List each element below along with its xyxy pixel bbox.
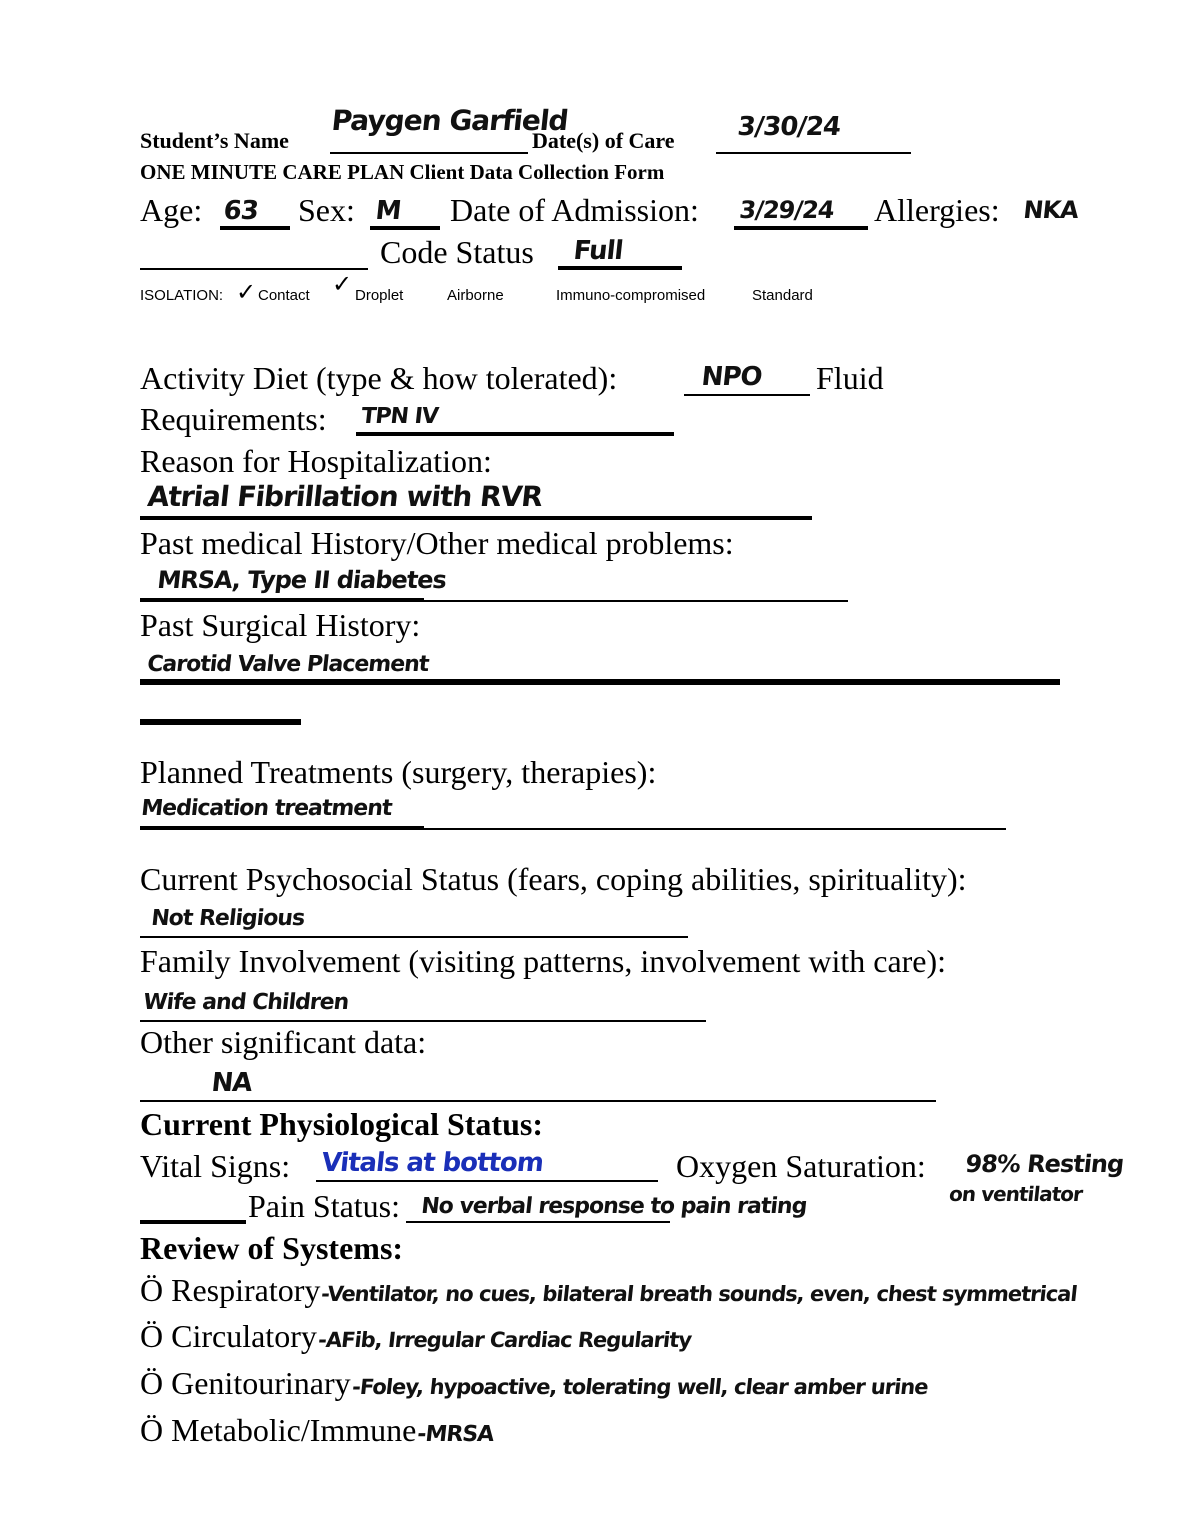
reason-value[interactable]: Atrial Fibrillation with RVR xyxy=(146,480,544,513)
planned-underline-thick xyxy=(140,826,424,830)
contact-check-icon: ✓ xyxy=(236,278,257,306)
psychosocial-value[interactable]: Not Religious xyxy=(150,906,306,931)
age-value[interactable]: 63 xyxy=(222,196,260,226)
ros-item-circulatory xyxy=(140,1318,693,1355)
ros-marker: Ö xyxy=(140,1365,164,1401)
ros-item-respiratory xyxy=(140,1272,1079,1309)
ros-label: Circulatory xyxy=(171,1318,317,1354)
family-underline xyxy=(140,1020,706,1022)
dates-underline xyxy=(716,152,911,154)
pmh-value[interactable]: MRSA, Type II diabetes xyxy=(156,566,448,594)
ros-marker: Ö xyxy=(140,1272,164,1308)
o2-value[interactable]: 98% Resting xyxy=(964,1150,1125,1178)
pain-blank-line xyxy=(140,1220,246,1224)
code-status-label: Code Status xyxy=(380,234,534,270)
sex-label: Sex: xyxy=(298,192,355,228)
activity-diet-label: Activity Diet (type & how tolerated): xyxy=(140,360,618,396)
o2-value-line2[interactable]: on ventilator xyxy=(948,1182,1084,1206)
other-label: Other significant data: xyxy=(140,1024,427,1060)
isolation-option-immuno[interactable]: Immuno-compromised xyxy=(556,287,706,304)
activity-diet-value[interactable]: NPO xyxy=(700,362,764,392)
ros-heading: Review of Systems: xyxy=(140,1230,404,1266)
ros-value[interactable]: -Foley, hypoactive, tolerating well, clear amber urine xyxy=(350,1375,929,1399)
planned-value[interactable]: Medication treatment xyxy=(140,796,393,821)
psh-value[interactable]: Carotid Valve Placement xyxy=(146,652,430,677)
family-label: Family Involvement (visiting patterns, involvement with care): xyxy=(140,943,947,979)
student-name-underline xyxy=(330,152,528,154)
physiological-heading: Current Physiological Status: xyxy=(140,1106,543,1142)
droplet-check-icon: ✓ xyxy=(332,270,353,298)
vitals-label: Vital Signs: xyxy=(140,1148,291,1184)
ros-item-metabolic xyxy=(140,1412,495,1449)
age-label: Age: xyxy=(140,192,203,228)
ros-value[interactable]: -MRSA xyxy=(416,1422,495,1447)
dates-of-care-label: Date(s) of Care xyxy=(532,128,675,153)
requirements-underline xyxy=(356,432,674,436)
ros-label: Genitourinary xyxy=(171,1365,351,1401)
other-underline xyxy=(140,1100,936,1102)
ros-label: Respiratory xyxy=(171,1272,321,1308)
allergies-label: Allergies: xyxy=(874,192,1000,228)
isolation-option-droplet[interactable]: Droplet xyxy=(355,287,404,304)
sex-underline xyxy=(370,226,440,230)
ros-marker: Ö xyxy=(140,1318,164,1354)
o2-label: Oxygen Saturation: xyxy=(676,1148,926,1184)
activity-underline xyxy=(684,394,810,396)
sex-value[interactable]: M xyxy=(374,196,403,226)
ros-label: Metabolic/Immune xyxy=(171,1412,417,1448)
student-name-label: Student’s Name xyxy=(140,128,289,153)
psh-underline xyxy=(140,679,1060,685)
pmh-underline-thick xyxy=(140,598,424,602)
requirements-label: Requirements: xyxy=(140,401,327,437)
isolation-option-standard[interactable]: Standard xyxy=(752,287,813,304)
isolation-option-airborne[interactable]: Airborne xyxy=(447,287,504,304)
pain-value[interactable]: No verbal response to pain rating xyxy=(420,1194,808,1219)
pain-underline xyxy=(406,1221,670,1223)
planned-label: Planned Treatments (surgery, therapies): xyxy=(140,754,657,790)
age-underline xyxy=(220,226,290,230)
form-title: ONE MINUTE CARE PLAN Client Data Collection Form xyxy=(140,160,665,184)
planned-underline xyxy=(424,828,1006,830)
other-value[interactable]: NA xyxy=(210,1068,254,1098)
isolation-option-contact[interactable]: Contact xyxy=(258,287,310,304)
fluid-label: Fluid xyxy=(816,360,884,396)
dates-of-care-value[interactable]: 3/30/24 xyxy=(736,112,842,142)
ros-value[interactable]: -AFib, Irregular Cardiac Regularity xyxy=(316,1328,693,1352)
isolation-label: ISOLATION: xyxy=(140,287,224,304)
admission-underline xyxy=(734,226,868,230)
vitals-value[interactable]: Vitals at bottom xyxy=(320,1148,545,1178)
psychosocial-underline xyxy=(140,936,688,938)
student-name-value[interactable]: Paygen Garfield xyxy=(330,104,570,137)
pmh-label: Past medical History/Other medical problems: xyxy=(140,525,734,561)
psh-underline-2 xyxy=(140,719,301,725)
code-status-value[interactable]: Full xyxy=(572,236,624,266)
ros-item-genitourinary xyxy=(140,1365,929,1402)
requirements-value[interactable]: TPN IV xyxy=(360,404,440,429)
psh-label: Past Surgical History: xyxy=(140,607,421,643)
psychosocial-label: Current Psychosocial Status (fears, coping abilities, spirituality): xyxy=(140,861,967,897)
pain-label: Pain Status: xyxy=(248,1188,401,1224)
pmh-underline xyxy=(424,600,848,602)
family-value[interactable]: Wife and Children xyxy=(142,990,350,1015)
allergies-value[interactable]: NKA xyxy=(1022,196,1080,224)
admission-value[interactable]: 3/29/24 xyxy=(738,196,835,224)
code-status-underline xyxy=(558,266,682,270)
admission-label: Date of Admission: xyxy=(450,192,699,228)
reason-underline xyxy=(140,516,812,520)
ros-marker: Ö xyxy=(140,1412,164,1448)
ros-value[interactable]: -Ventilator, no cues, bilateral breath sounds, even, chest symmetrical xyxy=(320,1282,1079,1306)
vitals-underline xyxy=(316,1180,658,1182)
reason-label: Reason for Hospitalization: xyxy=(140,443,492,479)
